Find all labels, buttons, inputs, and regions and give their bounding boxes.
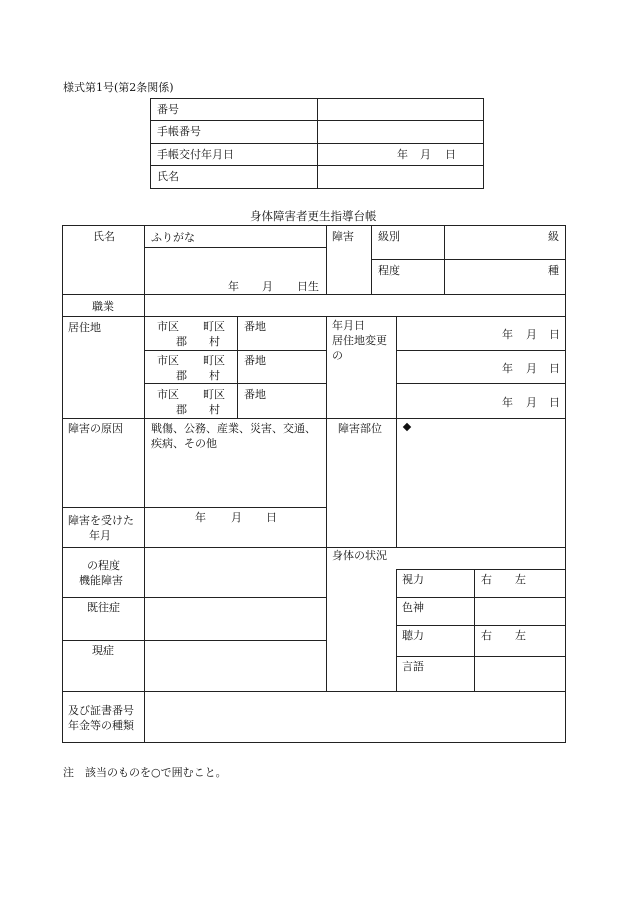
change-year-unit-3: 年 — [502, 396, 513, 409]
vision-left-label: 左 — [515, 573, 526, 586]
address-3: 番地 — [244, 388, 266, 401]
city-ward-3: 市区 — [157, 388, 179, 401]
cause-options-line2: 疾病、その他 — [151, 437, 217, 450]
func-label-line2: 機能障害 — [79, 574, 123, 587]
number-label: 番号 — [157, 103, 179, 116]
county-3: 郡 — [176, 403, 187, 416]
cause-options-line1: 戦傷、公務、産業、災害、交通、 — [151, 422, 316, 435]
change-day-unit-2: 日 — [549, 362, 560, 375]
change-year-unit-2: 年 — [502, 362, 513, 375]
village-2: 村 — [209, 369, 220, 382]
hearing-left-label: 左 — [515, 629, 526, 642]
vision-right-label: 右 — [481, 573, 492, 586]
degree-label: 程度 — [378, 264, 400, 277]
received-label-line1: 障害を受けた — [68, 514, 134, 527]
address-1: 番地 — [244, 320, 266, 333]
issue-month-unit: 月 — [420, 148, 431, 161]
name-label: 氏名 — [93, 230, 115, 243]
city-ward-2: 市区 — [157, 354, 179, 367]
residence-change-line3: の — [332, 349, 343, 362]
birth-month-unit: 月 — [262, 280, 273, 293]
grade-unit: 級 — [548, 230, 559, 243]
address-2: 番地 — [244, 354, 266, 367]
pension-label-line1: 及び証書番号 — [68, 704, 134, 717]
change-month-unit-1: 月 — [526, 328, 537, 341]
residence-label: 居住地 — [68, 321, 101, 334]
vision-label: 視力 — [402, 573, 424, 586]
furigana-label: ふりがな — [151, 231, 195, 244]
village-1: 村 — [209, 335, 220, 348]
form-label: 様式第1号(第2条関係) — [63, 81, 174, 94]
page-title: 身体障害者更生指導台帳 — [250, 209, 377, 223]
current-label: 現症 — [92, 644, 114, 657]
town-2: 町区 — [203, 354, 225, 367]
received-month-unit: 月 — [231, 511, 242, 524]
disability-label: 障害 — [332, 230, 354, 243]
county-1: 郡 — [176, 335, 187, 348]
county-2: 郡 — [176, 369, 187, 382]
change-year-unit-1: 年 — [502, 328, 513, 341]
residence-change-line2: 居住地変更 — [332, 334, 387, 347]
town-3: 町区 — [203, 388, 225, 401]
issue-year-unit: 年 — [397, 148, 408, 161]
hearing-right-label: 右 — [481, 629, 492, 642]
cause-label: 障害の原因 — [68, 422, 123, 435]
hearing-label: 聴力 — [402, 629, 424, 642]
history-label: 既往症 — [87, 601, 120, 614]
footnote: 注 該当のものを○で囲むこと。 — [63, 766, 227, 779]
degree-unit: 種 — [548, 264, 559, 277]
residence-change-line1: 年月日 — [332, 319, 365, 332]
speech-label: 言語 — [402, 660, 424, 673]
village-3: 村 — [209, 403, 220, 416]
pension-label-line2: 年金等の種類 — [68, 719, 134, 732]
site-label: 障害部位 — [338, 422, 382, 435]
change-day-unit-1: 日 — [549, 328, 560, 341]
site-marker — [403, 423, 411, 431]
received-year-unit: 年 — [195, 511, 206, 524]
change-day-unit-3: 日 — [549, 396, 560, 409]
occupation-label: 職業 — [92, 300, 114, 313]
birth-year-unit: 年 — [228, 280, 239, 293]
handbook-number-label: 手帳番号 — [157, 125, 201, 138]
town-1: 町区 — [203, 320, 225, 333]
received-label-line2: 年月 — [89, 529, 111, 542]
color-label: 色神 — [402, 601, 424, 614]
city-ward-1: 市区 — [157, 320, 179, 333]
change-month-unit-3: 月 — [526, 396, 537, 409]
func-label-line1: の程度 — [87, 559, 120, 572]
grade-label: 級別 — [378, 230, 400, 243]
birth-day-unit: 日生 — [297, 280, 319, 293]
received-day-unit: 日 — [266, 511, 277, 524]
issue-date-label: 手帳交付年月日 — [157, 148, 234, 161]
holder-name-label: 氏名 — [157, 170, 179, 183]
issue-day-unit: 日 — [445, 148, 456, 161]
change-month-unit-2: 月 — [526, 362, 537, 375]
body-status-label: 身体の状況 — [332, 549, 387, 562]
